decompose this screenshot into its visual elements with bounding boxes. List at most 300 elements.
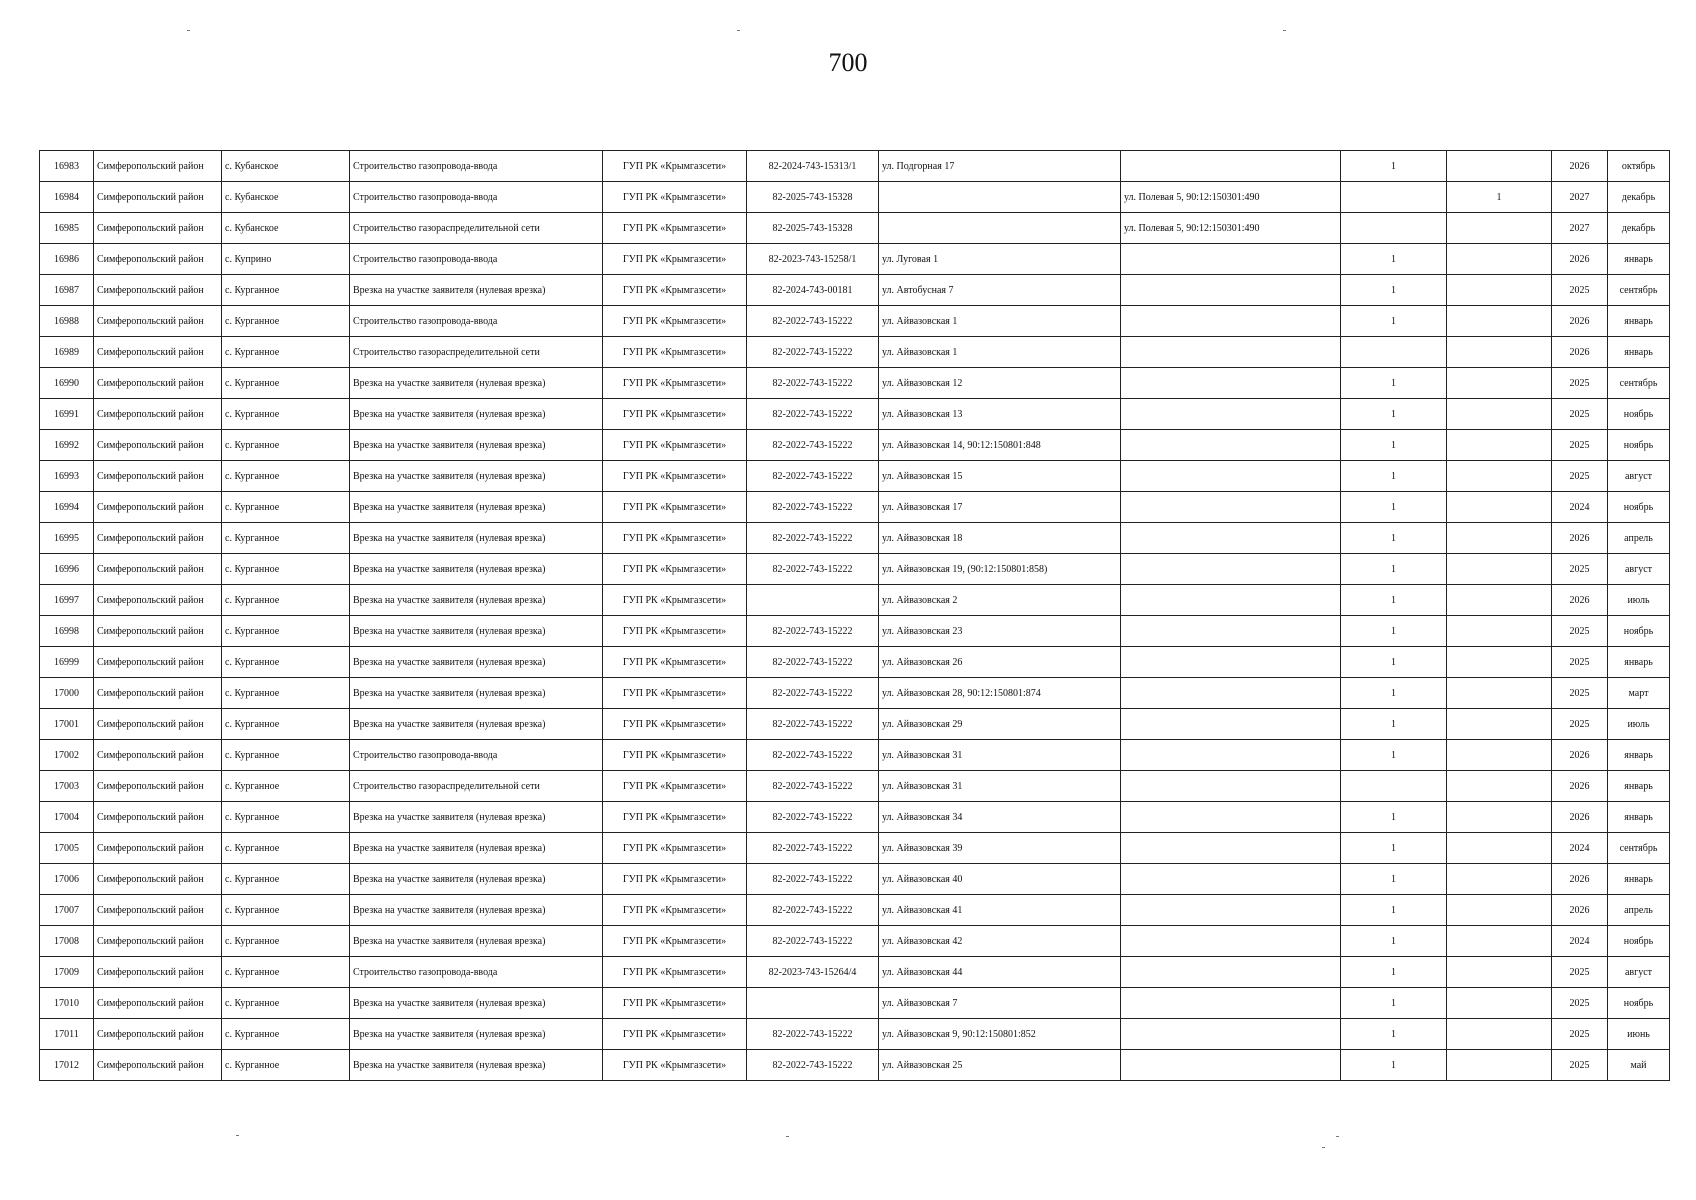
- code-cell: [747, 585, 879, 616]
- village-cell: с. Курганное: [222, 926, 350, 957]
- address-alt-cell: [1121, 802, 1341, 833]
- district-cell: Симферопольский район: [94, 151, 222, 182]
- count-alt-cell: [1447, 771, 1552, 802]
- year-cell: 2026: [1552, 151, 1608, 182]
- address-alt-cell: [1121, 306, 1341, 337]
- code-cell: 82-2022-743-15222: [747, 926, 879, 957]
- village-cell: с. Курганное: [222, 1019, 350, 1050]
- row-number: 16993: [40, 461, 94, 492]
- code-cell: 82-2025-743-15328: [747, 182, 879, 213]
- row-number: 16984: [40, 182, 94, 213]
- village-cell: с. Курганное: [222, 399, 350, 430]
- row-number: 17006: [40, 864, 94, 895]
- count-cell: 1: [1341, 802, 1447, 833]
- year-cell: 2026: [1552, 740, 1608, 771]
- address-cell: ул. Айвазовская 1: [879, 337, 1121, 368]
- code-cell: 82-2022-743-15222: [747, 1019, 879, 1050]
- month-cell: январь: [1608, 647, 1670, 678]
- village-cell: с. Курганное: [222, 771, 350, 802]
- address-alt-cell: [1121, 771, 1341, 802]
- row-number: 17004: [40, 802, 94, 833]
- month-cell: сентябрь: [1608, 833, 1670, 864]
- address-cell: ул. Айвазовская 40: [879, 864, 1121, 895]
- month-cell: апрель: [1608, 895, 1670, 926]
- organization-cell: ГУП РК «Крымгазсети»: [603, 244, 747, 275]
- table-row: [40, 740, 1670, 771]
- count-cell: 1: [1341, 492, 1447, 523]
- row-number: 16983: [40, 151, 94, 182]
- organization-cell: ГУП РК «Крымгазсети»: [603, 430, 747, 461]
- year-cell: 2025: [1552, 957, 1608, 988]
- district-cell: Симферопольский район: [94, 802, 222, 833]
- code-cell: 82-2022-743-15222: [747, 1050, 879, 1081]
- year-cell: 2025: [1552, 461, 1608, 492]
- code-cell: 82-2022-743-15222: [747, 647, 879, 678]
- village-cell: с. Курганное: [222, 1050, 350, 1081]
- table-row: [40, 585, 1670, 616]
- count-cell: 1: [1341, 616, 1447, 647]
- row-number: 16996: [40, 554, 94, 585]
- work-type-cell: Врезка на участке заявителя (нулевая врезка): [350, 988, 603, 1019]
- address-cell: ул. Айвазовская 31: [879, 771, 1121, 802]
- district-cell: Симферопольский район: [94, 368, 222, 399]
- work-type-cell: Врезка на участке заявителя (нулевая врезка): [350, 647, 603, 678]
- row-number: 17012: [40, 1050, 94, 1081]
- organization-cell: ГУП РК «Крымгазсети»: [603, 337, 747, 368]
- work-type-cell: Врезка на участке заявителя (нулевая врезка): [350, 1050, 603, 1081]
- count-alt-cell: [1447, 523, 1552, 554]
- count-cell: 1: [1341, 275, 1447, 306]
- count-alt-cell: [1447, 988, 1552, 1019]
- address-cell: ул. Айвазовская 39: [879, 833, 1121, 864]
- district-cell: Симферопольский район: [94, 461, 222, 492]
- village-cell: с. Курганное: [222, 647, 350, 678]
- count-cell: 1: [1341, 926, 1447, 957]
- scan-speck: [1322, 1147, 1325, 1148]
- address-cell: ул. Айвазовская 41: [879, 895, 1121, 926]
- address-alt-cell: ул. Полевая 5, 90:12:150301:490: [1121, 213, 1341, 244]
- row-number: 17009: [40, 957, 94, 988]
- work-type-cell: Строительство газопровода-ввода: [350, 957, 603, 988]
- district-cell: Симферопольский район: [94, 1050, 222, 1081]
- year-cell: 2024: [1552, 926, 1608, 957]
- address-cell: ул. Айвазовская 28, 90:12:150801:874: [879, 678, 1121, 709]
- year-cell: 2025: [1552, 1019, 1608, 1050]
- organization-cell: ГУП РК «Крымгазсети»: [603, 771, 747, 802]
- month-cell: июль: [1608, 709, 1670, 740]
- address-cell: ул. Айвазовская 44: [879, 957, 1121, 988]
- month-cell: декабрь: [1608, 213, 1670, 244]
- count-cell: 1: [1341, 399, 1447, 430]
- count-cell: 1: [1341, 430, 1447, 461]
- code-cell: 82-2022-743-15222: [747, 399, 879, 430]
- village-cell: с. Кубанское: [222, 182, 350, 213]
- organization-cell: ГУП РК «Крымгазсети»: [603, 554, 747, 585]
- table-row: [40, 1050, 1670, 1081]
- table-row: [40, 492, 1670, 523]
- table-row: [40, 151, 1670, 182]
- address-cell: ул. Автобусная 7: [879, 275, 1121, 306]
- address-alt-cell: [1121, 616, 1341, 647]
- address-alt-cell: [1121, 647, 1341, 678]
- district-cell: Симферопольский район: [94, 895, 222, 926]
- district-cell: Симферопольский район: [94, 833, 222, 864]
- table-row: [40, 833, 1670, 864]
- code-cell: 82-2024-743-00181: [747, 275, 879, 306]
- address-cell: ул. Айвазовская 1: [879, 306, 1121, 337]
- organization-cell: ГУП РК «Крымгазсети»: [603, 802, 747, 833]
- count-alt-cell: [1447, 213, 1552, 244]
- month-cell: ноябрь: [1608, 926, 1670, 957]
- address-alt-cell: [1121, 399, 1341, 430]
- address-cell: ул. Айвазовская 29: [879, 709, 1121, 740]
- row-number: 17007: [40, 895, 94, 926]
- year-cell: 2026: [1552, 895, 1608, 926]
- row-number: 16999: [40, 647, 94, 678]
- district-cell: Симферопольский район: [94, 1019, 222, 1050]
- village-cell: с. Курганное: [222, 895, 350, 926]
- organization-cell: ГУП РК «Крымгазсети»: [603, 740, 747, 771]
- district-cell: Симферопольский район: [94, 771, 222, 802]
- organization-cell: ГУП РК «Крымгазсети»: [603, 182, 747, 213]
- code-cell: 82-2023-743-15264/4: [747, 957, 879, 988]
- address-alt-cell: [1121, 740, 1341, 771]
- count-cell: 1: [1341, 988, 1447, 1019]
- code-cell: 82-2023-743-15258/1: [747, 244, 879, 275]
- count-cell: 1: [1341, 1050, 1447, 1081]
- count-alt-cell: [1447, 709, 1552, 740]
- table-row: [40, 926, 1670, 957]
- work-type-cell: Строительство газопровода-ввода: [350, 306, 603, 337]
- month-cell: ноябрь: [1608, 616, 1670, 647]
- village-cell: с. Курганное: [222, 957, 350, 988]
- address-cell: ул. Айвазовская 17: [879, 492, 1121, 523]
- organization-cell: ГУП РК «Крымгазсети»: [603, 399, 747, 430]
- count-alt-cell: [1447, 802, 1552, 833]
- count-cell: 1: [1341, 957, 1447, 988]
- organization-cell: ГУП РК «Крымгазсети»: [603, 492, 747, 523]
- work-type-cell: Врезка на участке заявителя (нулевая врезка): [350, 275, 603, 306]
- organization-cell: ГУП РК «Крымгазсети»: [603, 275, 747, 306]
- district-cell: Симферопольский район: [94, 337, 222, 368]
- work-type-cell: Врезка на участке заявителя (нулевая врезка): [350, 492, 603, 523]
- month-cell: январь: [1608, 306, 1670, 337]
- address-alt-cell: [1121, 988, 1341, 1019]
- month-cell: июнь: [1608, 1019, 1670, 1050]
- month-cell: январь: [1608, 337, 1670, 368]
- month-cell: июль: [1608, 585, 1670, 616]
- table-row: [40, 709, 1670, 740]
- village-cell: с. Кубанское: [222, 213, 350, 244]
- count-alt-cell: [1447, 430, 1552, 461]
- work-type-cell: Врезка на участке заявителя (нулевая врезка): [350, 678, 603, 709]
- organization-cell: ГУП РК «Крымгазсети»: [603, 461, 747, 492]
- work-type-cell: Врезка на участке заявителя (нулевая врезка): [350, 616, 603, 647]
- month-cell: август: [1608, 554, 1670, 585]
- row-number: 17002: [40, 740, 94, 771]
- count-alt-cell: [1447, 1019, 1552, 1050]
- address-alt-cell: [1121, 244, 1341, 275]
- address-cell: ул. Айвазовская 26: [879, 647, 1121, 678]
- address-cell: ул. Айвазовская 31: [879, 740, 1121, 771]
- code-cell: 82-2022-743-15222: [747, 306, 879, 337]
- scan-speck: [1283, 30, 1286, 31]
- count-cell: 1: [1341, 585, 1447, 616]
- village-cell: с. Курганное: [222, 461, 350, 492]
- count-alt-cell: [1447, 275, 1552, 306]
- address-cell: ул. Айвазовская 25: [879, 1050, 1121, 1081]
- address-alt-cell: [1121, 678, 1341, 709]
- count-alt-cell: [1447, 678, 1552, 709]
- count-alt-cell: [1447, 895, 1552, 926]
- year-cell: 2025: [1552, 709, 1608, 740]
- row-number: 16990: [40, 368, 94, 399]
- year-cell: 2025: [1552, 678, 1608, 709]
- month-cell: октябрь: [1608, 151, 1670, 182]
- address-cell: ул. Айвазовская 2: [879, 585, 1121, 616]
- code-cell: 82-2022-743-15222: [747, 554, 879, 585]
- count-alt-cell: [1447, 585, 1552, 616]
- row-number: 17005: [40, 833, 94, 864]
- table-row: [40, 306, 1670, 337]
- table-row: [40, 988, 1670, 1019]
- count-alt-cell: [1447, 647, 1552, 678]
- district-cell: Симферопольский район: [94, 554, 222, 585]
- year-cell: 2025: [1552, 554, 1608, 585]
- village-cell: с. Куприно: [222, 244, 350, 275]
- month-cell: март: [1608, 678, 1670, 709]
- village-cell: с. Курганное: [222, 430, 350, 461]
- organization-cell: ГУП РК «Крымгазсети»: [603, 988, 747, 1019]
- organization-cell: ГУП РК «Крымгазсети»: [603, 833, 747, 864]
- code-cell: [747, 988, 879, 1019]
- organization-cell: ГУП РК «Крымгазсети»: [603, 864, 747, 895]
- table-row: [40, 957, 1670, 988]
- year-cell: 2025: [1552, 616, 1608, 647]
- district-cell: Симферопольский район: [94, 616, 222, 647]
- address-alt-cell: [1121, 151, 1341, 182]
- year-cell: 2025: [1552, 1050, 1608, 1081]
- address-alt-cell: [1121, 585, 1341, 616]
- address-alt-cell: [1121, 275, 1341, 306]
- organization-cell: ГУП РК «Крымгазсети»: [603, 306, 747, 337]
- village-cell: с. Курганное: [222, 492, 350, 523]
- row-number: 16988: [40, 306, 94, 337]
- address-alt-cell: [1121, 709, 1341, 740]
- page-number: 700: [828, 48, 868, 77]
- organization-cell: ГУП РК «Крымгазсети»: [603, 895, 747, 926]
- count-alt-cell: [1447, 492, 1552, 523]
- village-cell: с. Курганное: [222, 864, 350, 895]
- address-alt-cell: [1121, 957, 1341, 988]
- address-cell: ул. Айвазовская 9, 90:12:150801:852: [879, 1019, 1121, 1050]
- work-type-cell: Строительство газораспределительной сети: [350, 337, 603, 368]
- row-number: 16997: [40, 585, 94, 616]
- district-cell: Симферопольский район: [94, 647, 222, 678]
- village-cell: с. Курганное: [222, 988, 350, 1019]
- month-cell: январь: [1608, 244, 1670, 275]
- organization-cell: ГУП РК «Крымгазсети»: [603, 926, 747, 957]
- row-number: 16987: [40, 275, 94, 306]
- count-alt-cell: [1447, 151, 1552, 182]
- address-alt-cell: [1121, 430, 1341, 461]
- organization-cell: ГУП РК «Крымгазсети»: [603, 647, 747, 678]
- count-alt-cell: [1447, 616, 1552, 647]
- work-type-cell: Врезка на участке заявителя (нулевая врезка): [350, 926, 603, 957]
- work-type-cell: Строительство газопровода-ввода: [350, 244, 603, 275]
- table-row: [40, 275, 1670, 306]
- work-type-cell: Врезка на участке заявителя (нулевая врезка): [350, 585, 603, 616]
- table-row: [40, 337, 1670, 368]
- village-cell: с. Курганное: [222, 554, 350, 585]
- work-type-cell: Строительство газораспределительной сети: [350, 771, 603, 802]
- month-cell: ноябрь: [1608, 492, 1670, 523]
- district-cell: Симферопольский район: [94, 523, 222, 554]
- table-row: [40, 244, 1670, 275]
- address-cell: ул. Айвазовская 42: [879, 926, 1121, 957]
- code-cell: 82-2022-743-15222: [747, 368, 879, 399]
- village-cell: с. Курганное: [222, 740, 350, 771]
- organization-cell: ГУП РК «Крымгазсети»: [603, 678, 747, 709]
- village-cell: с. Курганное: [222, 833, 350, 864]
- table-row: [40, 1019, 1670, 1050]
- village-cell: с. Курганное: [222, 275, 350, 306]
- village-cell: с. Курганное: [222, 306, 350, 337]
- table-row: [40, 399, 1670, 430]
- table-row: [40, 368, 1670, 399]
- table-row: [40, 864, 1670, 895]
- district-cell: Симферопольский район: [94, 213, 222, 244]
- work-type-cell: Врезка на участке заявителя (нулевая врезка): [350, 709, 603, 740]
- year-cell: 2026: [1552, 771, 1608, 802]
- code-cell: 82-2022-743-15222: [747, 492, 879, 523]
- village-cell: с. Курганное: [222, 802, 350, 833]
- row-number: 17001: [40, 709, 94, 740]
- count-alt-cell: [1447, 926, 1552, 957]
- village-cell: с. Курганное: [222, 585, 350, 616]
- table-row: [40, 678, 1670, 709]
- district-cell: Симферопольский район: [94, 740, 222, 771]
- year-cell: 2025: [1552, 988, 1608, 1019]
- organization-cell: ГУП РК «Крымгазсети»: [603, 957, 747, 988]
- count-alt-cell: [1447, 740, 1552, 771]
- address-cell: [879, 213, 1121, 244]
- address-alt-cell: [1121, 895, 1341, 926]
- address-alt-cell: [1121, 1050, 1341, 1081]
- row-number: 17000: [40, 678, 94, 709]
- code-cell: 82-2022-743-15222: [747, 895, 879, 926]
- address-alt-cell: [1121, 461, 1341, 492]
- month-cell: январь: [1608, 771, 1670, 802]
- count-cell: 1: [1341, 554, 1447, 585]
- work-type-cell: Врезка на участке заявителя (нулевая врезка): [350, 802, 603, 833]
- year-cell: 2026: [1552, 864, 1608, 895]
- district-cell: Симферопольский район: [94, 306, 222, 337]
- year-cell: 2025: [1552, 399, 1608, 430]
- count-cell: [1341, 213, 1447, 244]
- row-number: 17010: [40, 988, 94, 1019]
- month-cell: август: [1608, 957, 1670, 988]
- year-cell: 2024: [1552, 833, 1608, 864]
- code-cell: 82-2022-743-15222: [747, 523, 879, 554]
- count-alt-cell: [1447, 306, 1552, 337]
- row-number: 17008: [40, 926, 94, 957]
- count-cell: 1: [1341, 244, 1447, 275]
- code-cell: 82-2022-743-15222: [747, 709, 879, 740]
- address-cell: ул. Айвазовская 18: [879, 523, 1121, 554]
- count-cell: 1: [1341, 647, 1447, 678]
- row-number: 16998: [40, 616, 94, 647]
- address-cell: ул. Айвазовская 23: [879, 616, 1121, 647]
- code-cell: 82-2022-743-15222: [747, 430, 879, 461]
- scan-speck: [187, 30, 190, 31]
- district-cell: Симферопольский район: [94, 585, 222, 616]
- table-row: [40, 616, 1670, 647]
- year-cell: 2025: [1552, 368, 1608, 399]
- count-cell: 1: [1341, 1019, 1447, 1050]
- year-cell: 2025: [1552, 430, 1608, 461]
- count-cell: 1: [1341, 678, 1447, 709]
- count-cell: 1: [1341, 833, 1447, 864]
- scan-speck: [1336, 1136, 1339, 1137]
- address-cell: ул. Айвазовская 15: [879, 461, 1121, 492]
- district-cell: Симферопольский район: [94, 244, 222, 275]
- work-type-cell: Врезка на участке заявителя (нулевая врезка): [350, 430, 603, 461]
- work-type-cell: Врезка на участке заявителя (нулевая врезка): [350, 895, 603, 926]
- count-cell: [1341, 337, 1447, 368]
- village-cell: с. Кубанское: [222, 151, 350, 182]
- row-number: 17003: [40, 771, 94, 802]
- village-cell: с. Курганное: [222, 337, 350, 368]
- table-row: [40, 647, 1670, 678]
- scan-speck: [236, 1135, 239, 1136]
- table-row: [40, 802, 1670, 833]
- district-cell: Симферопольский район: [94, 988, 222, 1019]
- organization-cell: ГУП РК «Крымгазсети»: [603, 523, 747, 554]
- year-cell: 2025: [1552, 647, 1608, 678]
- organization-cell: ГУП РК «Крымгазсети»: [603, 616, 747, 647]
- count-cell: 1: [1341, 461, 1447, 492]
- row-number: 16992: [40, 430, 94, 461]
- organization-cell: ГУП РК «Крымгазсети»: [603, 368, 747, 399]
- row-number: 16985: [40, 213, 94, 244]
- count-alt-cell: [1447, 554, 1552, 585]
- month-cell: август: [1608, 461, 1670, 492]
- address-cell: ул. Айвазовская 34: [879, 802, 1121, 833]
- work-type-cell: Врезка на участке заявителя (нулевая врезка): [350, 833, 603, 864]
- work-type-cell: Врезка на участке заявителя (нулевая врезка): [350, 461, 603, 492]
- table-row: [40, 213, 1670, 244]
- address-alt-cell: [1121, 1019, 1341, 1050]
- address-alt-cell: [1121, 554, 1341, 585]
- work-type-cell: Врезка на участке заявителя (нулевая врезка): [350, 1019, 603, 1050]
- year-cell: 2027: [1552, 182, 1608, 213]
- count-cell: 1: [1341, 740, 1447, 771]
- row-number: 17011: [40, 1019, 94, 1050]
- count-cell: 1: [1341, 523, 1447, 554]
- address-alt-cell: [1121, 368, 1341, 399]
- organization-cell: ГУП РК «Крымгазсети»: [603, 213, 747, 244]
- code-cell: 82-2025-743-15328: [747, 213, 879, 244]
- district-cell: Симферопольский район: [94, 678, 222, 709]
- count-alt-cell: [1447, 337, 1552, 368]
- table-body: [40, 151, 1670, 1081]
- count-alt-cell: [1447, 957, 1552, 988]
- count-alt-cell: [1447, 461, 1552, 492]
- address-alt-cell: [1121, 926, 1341, 957]
- count-cell: 1: [1341, 864, 1447, 895]
- code-cell: 82-2022-743-15222: [747, 461, 879, 492]
